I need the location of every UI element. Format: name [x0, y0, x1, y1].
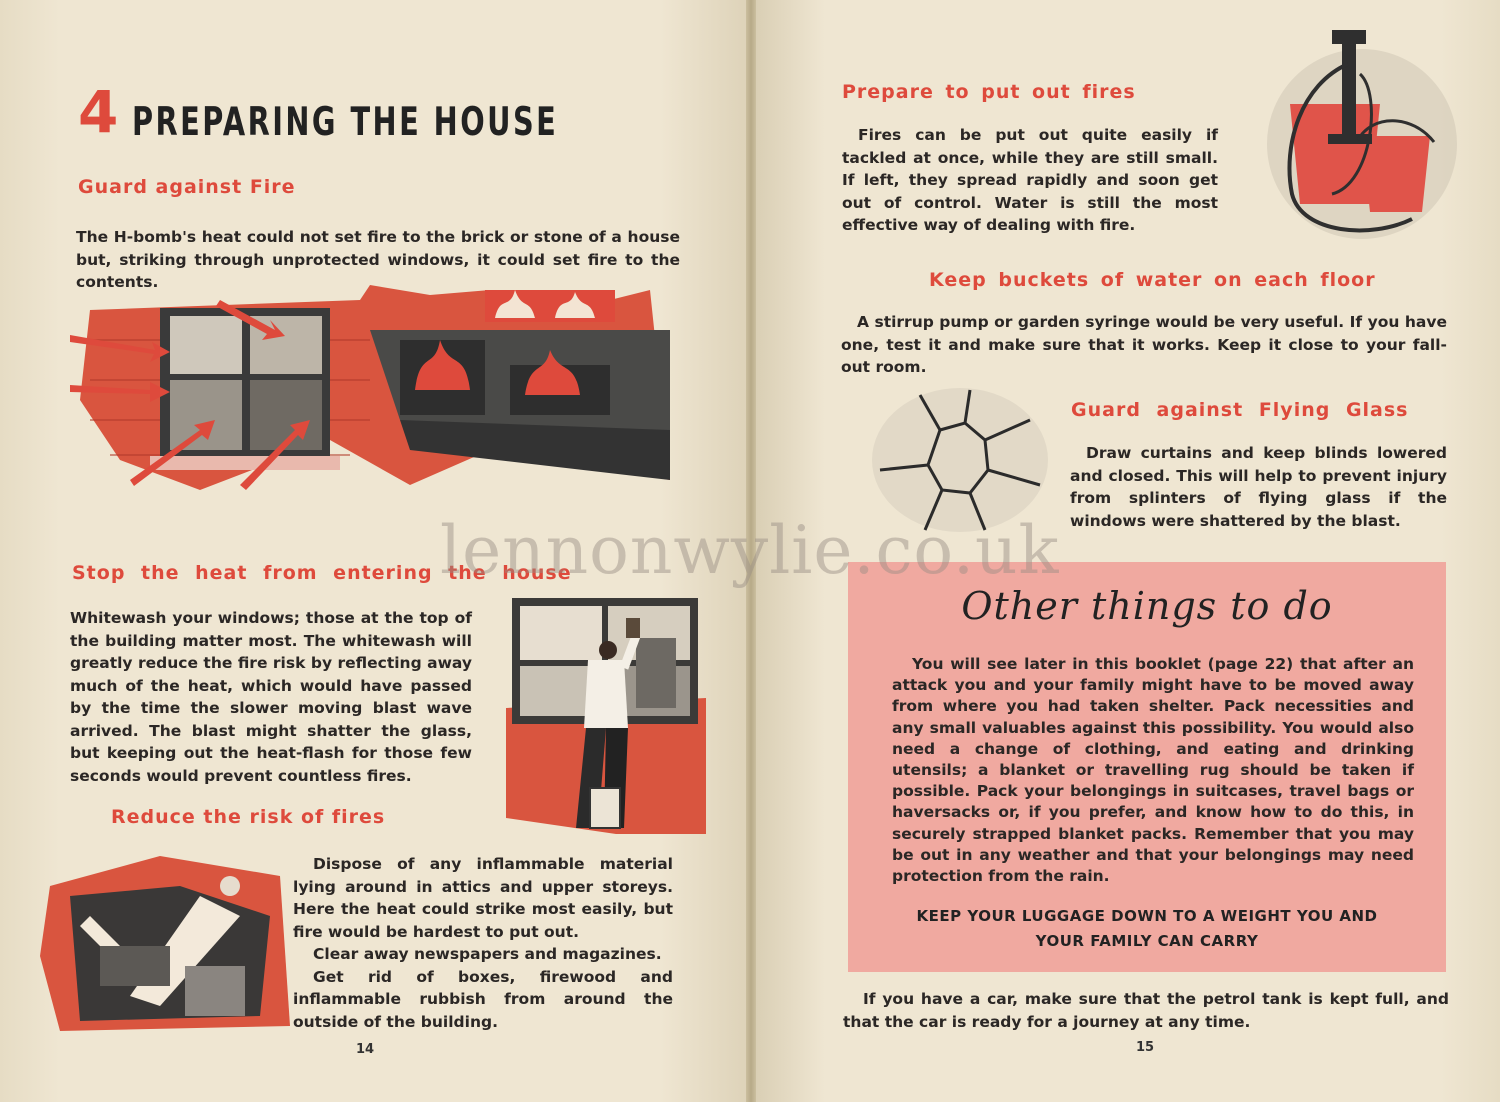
reduce-risk-text — [293, 853, 673, 1033]
heading-reduce-risk: Reduce the risk of fires — [111, 806, 386, 828]
other-things-text: You will see later in this booklet (page 22) that after an attack you and your family might have to be moved away from where you had taken shelter. Pack necessities and any small valuables against this possibility. You would also need a change of clothing, and eating and drinking utensils; a blanket or travelling rug should be taken if possible. Pack your belongings in suitcases, travel bags or haversacks or, if you prefer, and know how to do this, in securely strapped blanket packs. Remember that you may be out in any weather and that your belongings may need protection from the rain. — [892, 655, 1414, 886]
heading-flying-glass: Guard against Flying Glass — [1071, 399, 1409, 421]
luggage-warning-line-1: KEEP YOUR LUGGAGE DOWN TO A WEIGHT YOU AND — [916, 907, 1378, 925]
heading-guard-fire: Guard against Fire — [78, 176, 296, 198]
luggage-warning-line-2: YOUR FAMILY CAN CARRY — [1035, 932, 1259, 950]
house-fire-illustration — [70, 280, 680, 500]
other-things-title: Other things to do — [961, 584, 1333, 628]
stirrup-pump-buckets-illustration — [1262, 24, 1462, 244]
text-prepare-fires: Fires can be put out quite easily if tackled at once, while they are still small. If left, they spread rapidly and soon get out of control. Water is still the most effective way of dealing with fire. — [842, 126, 1218, 234]
page-number-right: 15 — [1136, 1040, 1155, 1055]
reduce-risk-paragraph-3: Get rid of boxes, firewood and inflammable rubbish from around the outside of the building. — [293, 967, 673, 1031]
page-number-left: 14 — [356, 1042, 375, 1057]
luggage-warning — [868, 904, 1426, 954]
heading-buckets: Keep buckets of water on each floor — [929, 269, 1376, 291]
text-car: If you have a car, make sure that the petrol tank is kept full, and that the car is ready for a journey at any time. — [843, 990, 1449, 1031]
reduce-risk-paragraph-2: Clear away newspapers and magazines. — [313, 945, 662, 963]
chapter-number: 4 — [78, 78, 119, 146]
whitewash-window-illustration — [506, 598, 706, 834]
attic-clutter-illustration — [40, 856, 290, 1036]
reduce-risk-paragraph-1: Dispose of any inflammable material lying around in attics and upper storeys. Here the heat could strike most easily, but fire would be hardest to put out. — [293, 855, 673, 941]
watermark: lennonwylie.co.uk — [440, 512, 1060, 589]
text-buckets: A stirrup pump or garden syringe would be very useful. If you have one, test it and make sure that it works. Keep it close to your fall-out room. — [841, 313, 1447, 376]
text-flying-glass: Draw curtains and keep blinds lowered and closed. This will help to prevent injury from splinters of flying glass if the windows were shattered by the blast. — [1070, 444, 1447, 530]
heading-stop-heat: Stop the heat from entering the house — [72, 562, 572, 584]
text-guard-fire: The H-bomb's heat could not set fire to the brick or stone of a house but, striking through unprotected windows, it could set fire to the contents. — [76, 228, 680, 291]
chapter-title: PREPARING THE HOUSE — [132, 100, 559, 145]
heading-prepare-fires: Prepare to put out fires — [842, 81, 1136, 103]
text-stop-heat: Whitewash your windows; those at the top of the building matter most. The whitewash will greatly reduce the fire risk by reflecting away much of the heat, which would have passed by the time the slower moving blast wave arrived. The blast might shatter the glass, but keeping out the heat-flash for those few seconds would prevent countless fires. — [70, 609, 472, 785]
other-things-panel — [848, 562, 1446, 972]
